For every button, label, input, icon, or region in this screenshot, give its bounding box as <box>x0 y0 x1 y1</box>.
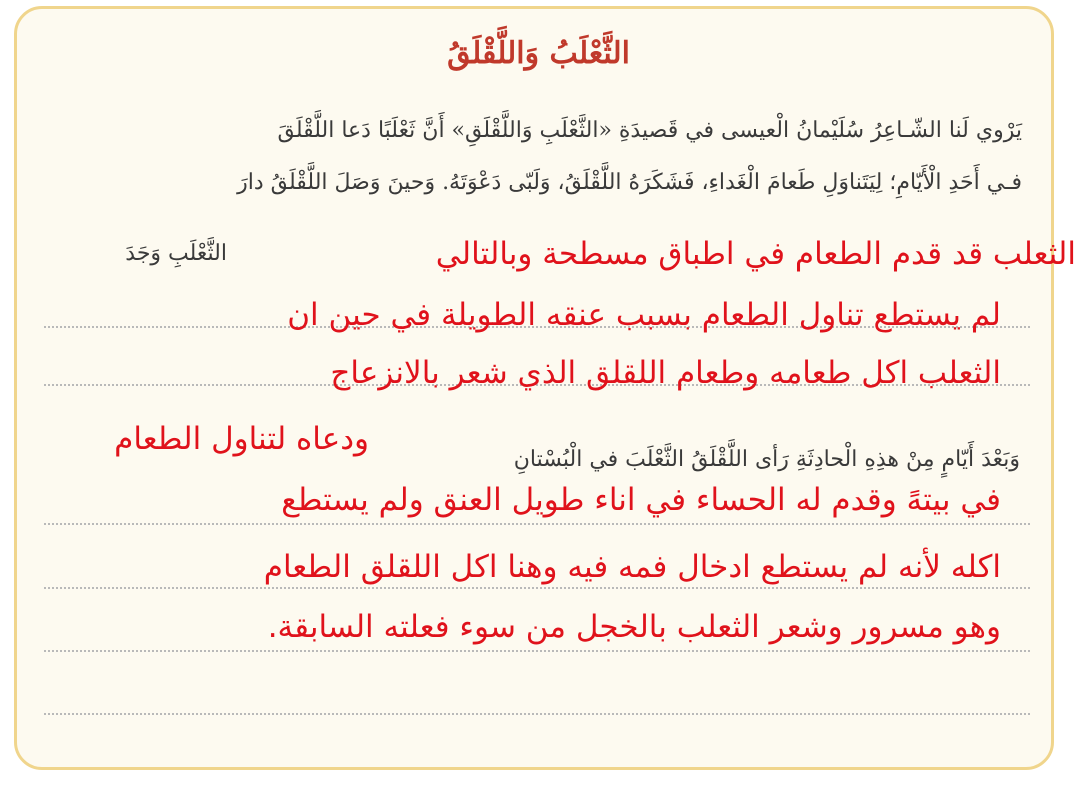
handwritten-line-7: وهو مسرور وشعر الثعلب بالخجل من سوء فعلته السابقة. <box>267 609 1001 645</box>
handwritten-line-3: الثعلب اكل طعامه وطعام اللقلق الذي شعر بالانزعاج <box>330 355 1001 391</box>
handwritten-line-2: لم يستطع تناول الطعام بسبب عنقه الطويلة في حين ان <box>287 297 1001 333</box>
page-title: الثَّعْلَبُ وَاللَّقْلَقُ <box>447 36 630 71</box>
answer-line-3 <box>44 523 1030 525</box>
answer-line-4 <box>44 587 1030 589</box>
printed-line-3: الثَّعْلَبِ وَجَدَ <box>125 241 227 266</box>
handwritten-line-5: في بيتهً وقدم له الحساء في اناء طويل العنق ولم يستطع <box>281 482 1001 518</box>
printed-line-2: فـي أَحَدِ الْأَيّامِ؛ لِيَتَناوَلِ طَعامَ الْغَداءِ، فَشَكَرَهُ اللَّقْلَقُ، وَلَبّى دَعْوَتَهُ. وَحينَ وَصَلَ اللَّقْلَقُ دارَ <box>237 170 1022 195</box>
handwritten-line-4: ودعاه لتناول الطعام <box>114 421 369 457</box>
answer-line-5 <box>44 650 1030 652</box>
handwritten-line-6: اكله لأنه لم يستطع ادخال فمه فيه وهنا اكل اللقلق الطعام <box>263 549 1001 585</box>
printed-line-1: يَرْوي لَنا الشّـاعِرُ سُلَيْمانُ الْعيسى في قَصيدَةِ «الثَّعْلَبِ وَاللَّقْلَقِ» أَنَّ ثَعْلَبًا دَعا اللَّقْلَقَ <box>277 118 1022 143</box>
printed-line-4: وَبَعْدَ أَيّامٍ مِنْ هذِهِ الْحادِثَةِ رَأى اللَّقْلَقُ الثَّعْلَبَ في الْبُسْتانِ <box>513 447 1020 472</box>
handwritten-line-1: الثعلب قد قدم الطعام في اطباق مسطحة وبالتالي <box>435 236 1076 272</box>
answer-line-6 <box>44 713 1030 715</box>
